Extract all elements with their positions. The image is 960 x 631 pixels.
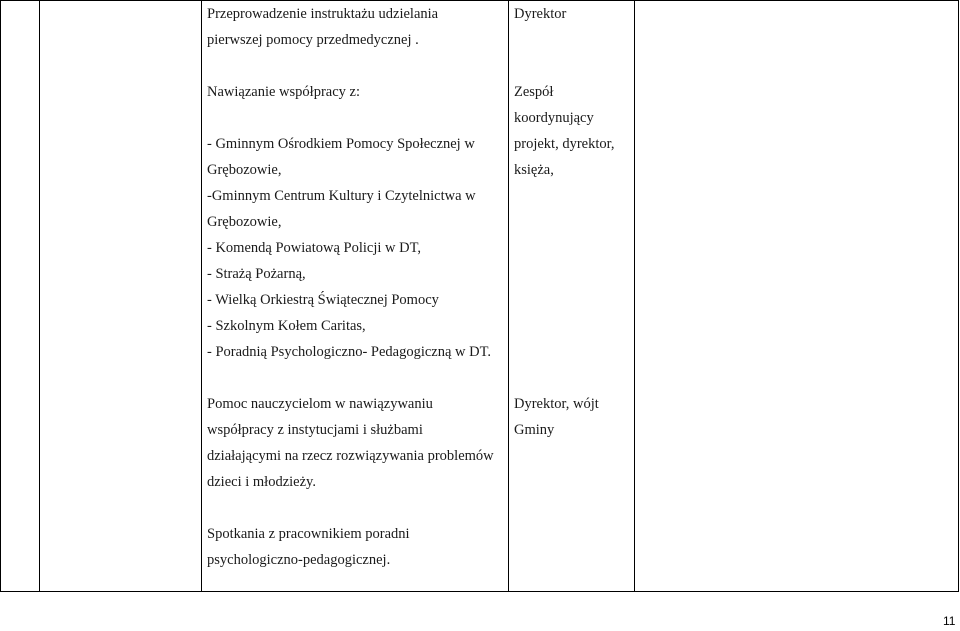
spacer [514,339,630,365]
activity-line: psychologiczno-pedagogicznej. [207,552,391,568]
spacer [207,365,504,391]
activity-line: dzieci i młodzieży. [207,474,316,490]
responsible-line: księża, [514,162,554,178]
spacer [514,183,630,209]
activity-line: - Poradnią Psychologiczno- Pedagogiczną w DT. [207,344,492,360]
spacer [514,261,630,287]
activity-line: pierwszej pomocy przedmedycznej . [207,32,419,48]
activity-line: - Gminnym Ośrodkiem Pomocy Społecznej w [207,136,475,152]
table-row [1,1,959,592]
activities-cell [202,1,509,592]
spacer [207,105,504,131]
spacer [514,235,630,261]
responsible-line: Dyrektor, wójt [514,396,599,412]
activity-line: Grębozowie, [207,162,282,178]
activity-line: - Wielką Orkiestrą Świątecznej Pomocy [207,292,439,308]
activity-line: - Szkolnym Kołem Caritas, [207,318,366,334]
activity-line: współpracy z instytucjami i służbami [207,422,423,438]
spacer [514,313,630,339]
activity-line: Spotkania z pracownikiem poradni [207,526,410,542]
table-cell-empty-1 [1,1,40,592]
activity-line: Pomoc nauczycielom w nawiązywaniu [207,396,433,412]
activity-line: Grębozowie, [207,214,282,230]
page-number: 11 [943,614,956,628]
responsible-line: Dyrektor [514,6,567,22]
spacer [207,53,504,79]
activity-line: - Komendą Powiatową Policji w DT, [207,240,421,256]
spacer [207,495,504,521]
table-cell-empty-2 [40,1,202,592]
responsible-line: projekt, dyrektor, [514,136,615,152]
activity-line: działającymi na rzecz rozwiązywania problemów [207,448,494,464]
spacer [514,287,630,313]
activity-line: Przeprowadzenie instruktażu udzielania [207,6,439,22]
responsible-cell [509,1,635,592]
activity-line: -Gminnym Centrum Kultury i Czytelnictwa w [207,188,476,204]
activities-text [202,1,508,573]
spacer [514,53,630,79]
responsible-text [509,1,634,443]
responsible-line: Zespół [514,84,554,100]
spacer [514,365,630,391]
responsible-line: koordynujący [514,110,594,126]
responsible-line: Gminy [514,422,555,438]
activity-line: Nawiązanie współpracy z: [207,84,360,100]
spacer [514,209,630,235]
spacer [514,27,630,53]
table-cell-empty-5 [635,1,959,592]
activity-line: - Strażą Pożarną, [207,266,306,282]
